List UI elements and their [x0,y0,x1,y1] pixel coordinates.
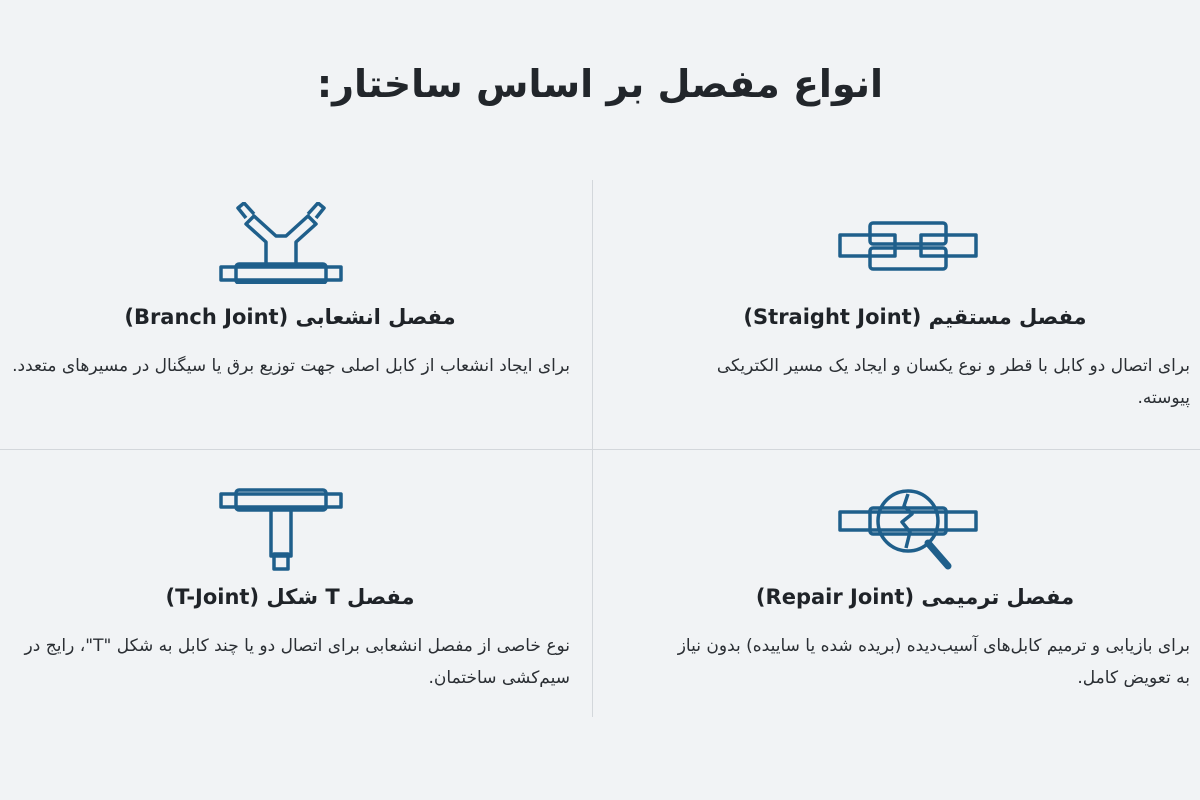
card-repair-joint [660,480,1190,720]
straight-joint-icon [838,220,978,272]
card-t-joint [10,480,570,720]
repair-joint-text: برای بازیابی و ترمیم کابل‌های آسیب‌دیده (بریده شده یا ساییده) بدون نیاز به تعویض کامل. [677,636,1190,688]
branch-joint-icon [218,202,344,284]
branch-joint-title: مفصل انشعابی (Branch Joint) [124,305,456,329]
t-joint-title: مفصل T شکل (T-Joint) [165,585,415,609]
repair-joint-icon [838,486,978,572]
straight-joint-title: مفصل مستقیم (Straight Joint) [743,305,1087,329]
card-straight-joint [660,200,1190,440]
t-joint-icon [218,488,344,572]
t-joint-text: نوع خاصی از مفصل انشعابی برای اتصال دو یا چند کابل به شکل "T"، رایج در سیم‌کشی ساختمان. [24,636,570,688]
page-title: انواع مفصل بر اساس ساختار: [316,62,884,106]
repair-joint-title: مفصل ترمیمی (Repair Joint) [755,585,1075,609]
straight-joint-text: برای اتصال دو کابل با قطر و نوع یکسان و ایجاد یک مسیر الکتریکی پیوسته. [716,356,1190,408]
card-branch-joint [10,200,570,440]
horizontal-divider [0,449,1200,450]
branch-joint-text: برای ایجاد انشعاب از کابل اصلی جهت توزیع برق یا سیگنال در مسیرهای متعدد. [12,356,570,376]
